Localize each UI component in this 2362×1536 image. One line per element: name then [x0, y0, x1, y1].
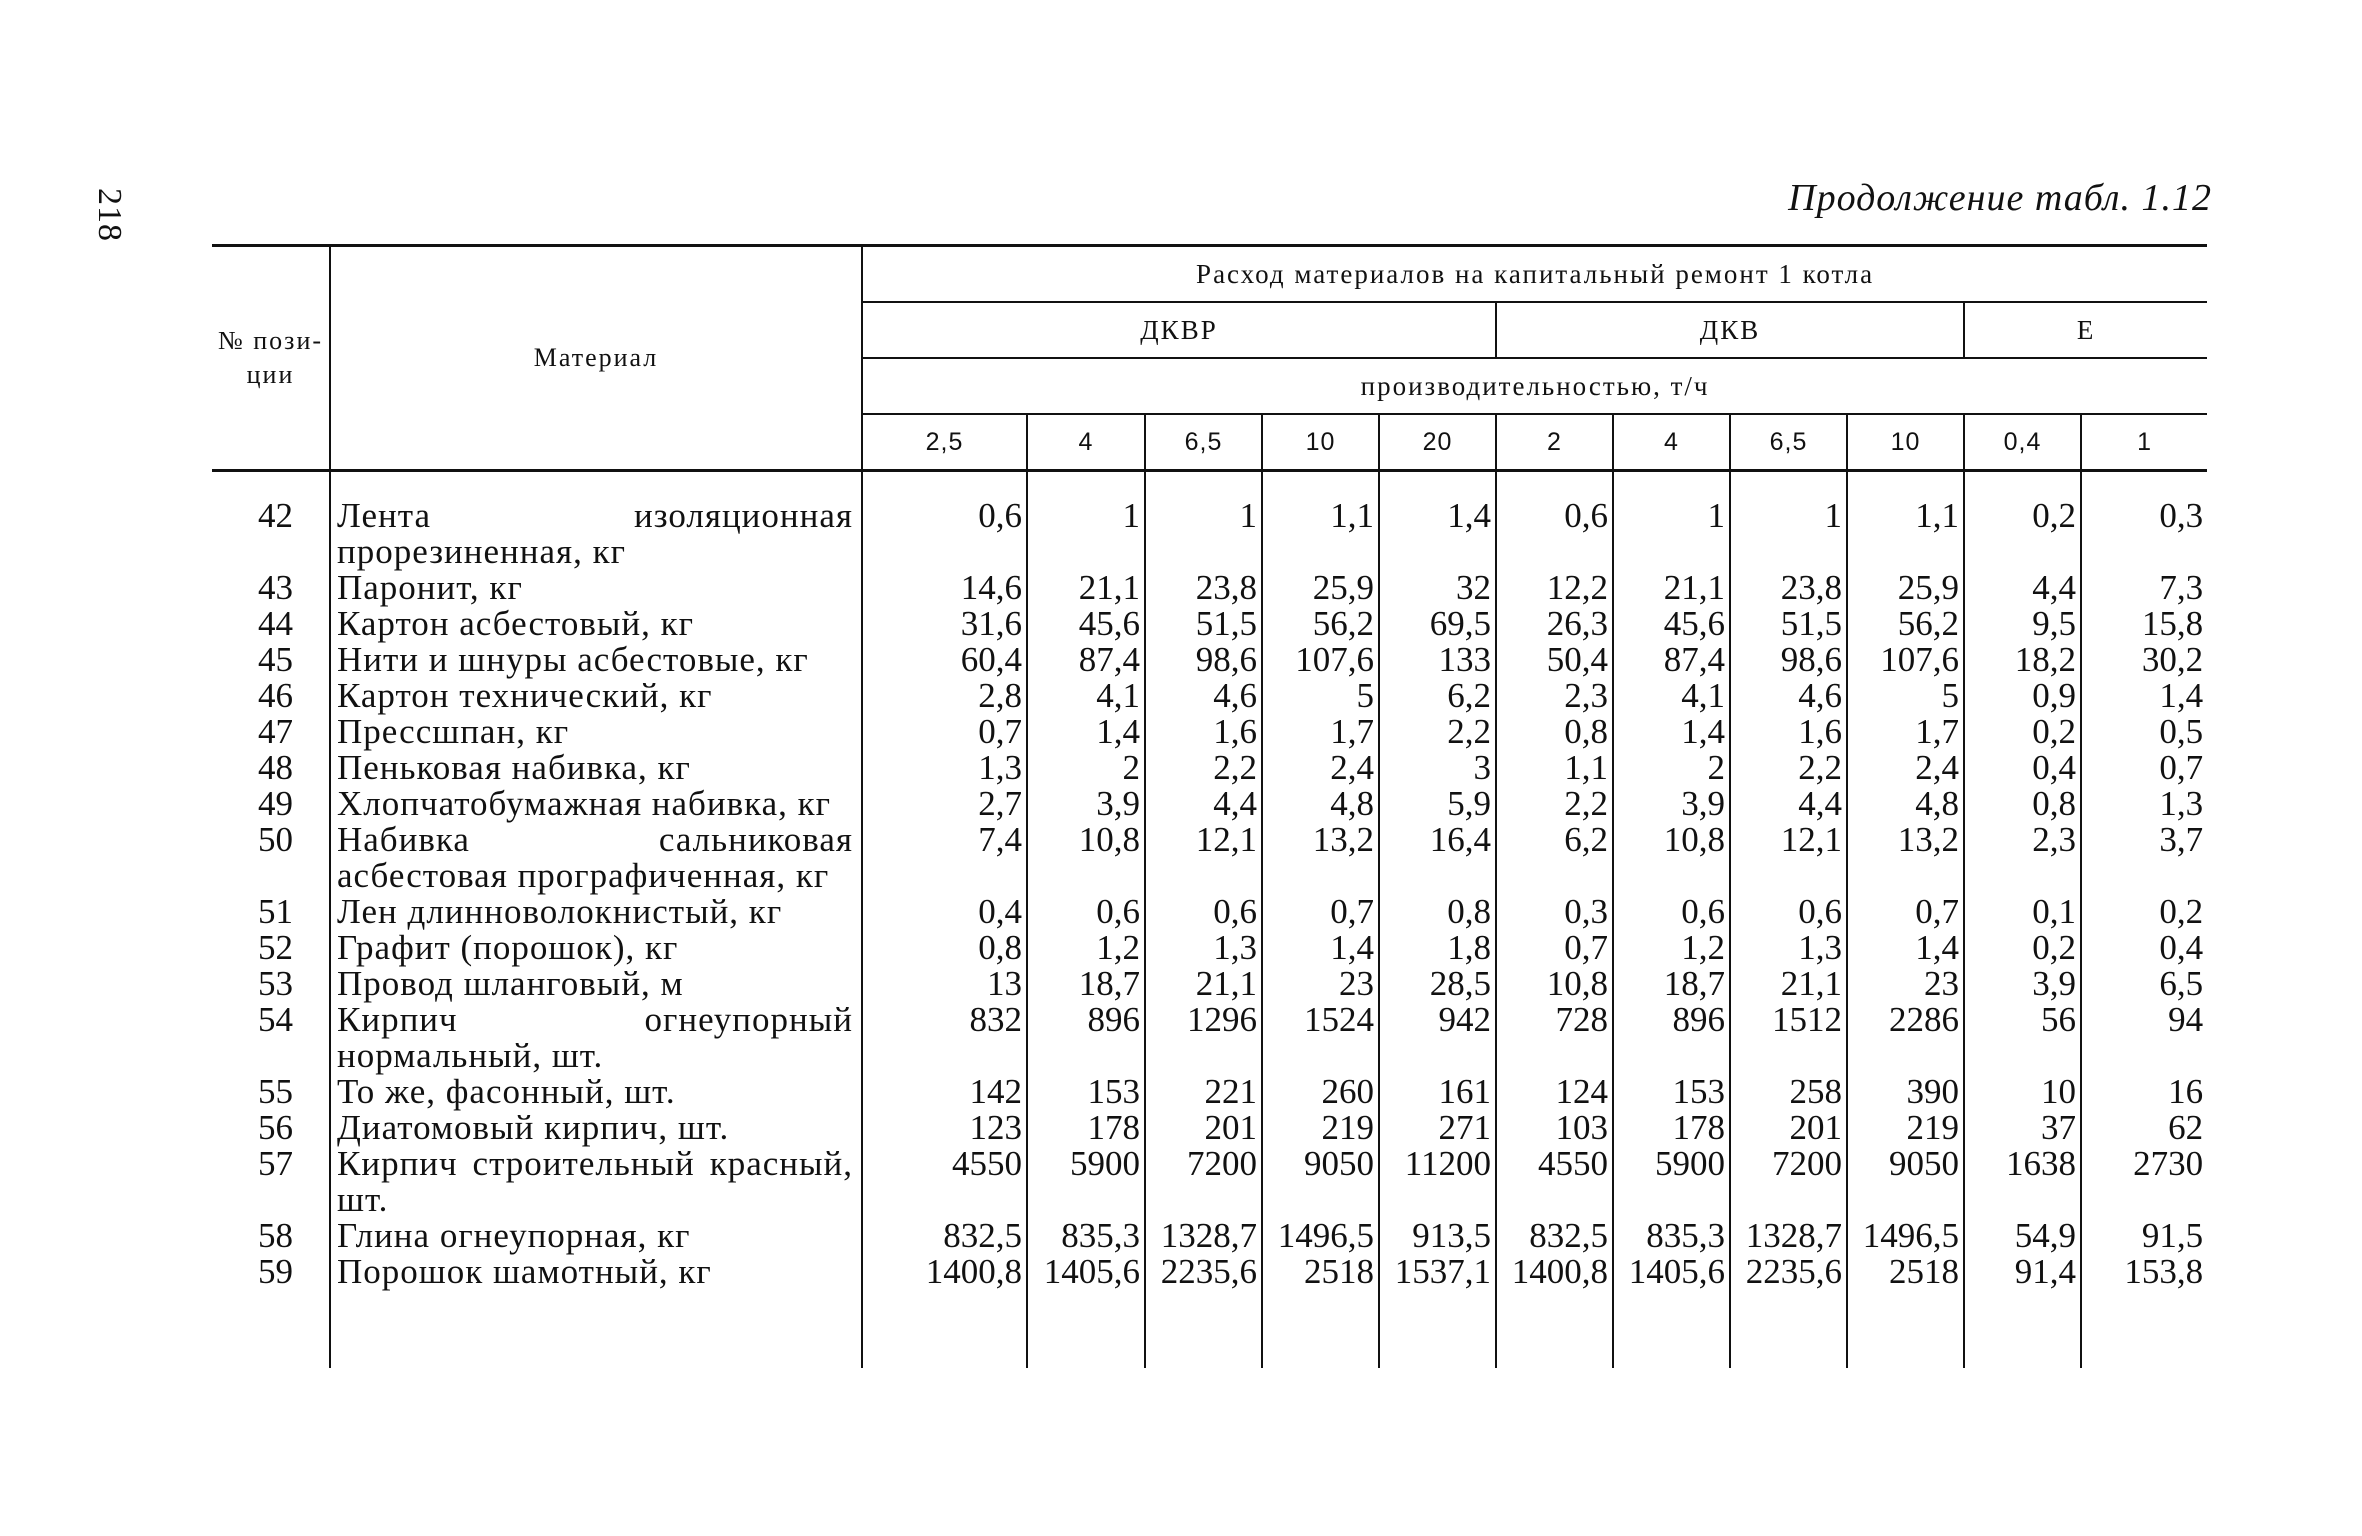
consumption-value: 0,7	[2081, 750, 2207, 786]
table-row	[212, 642, 2207, 678]
consumption-value: 1405,6	[1613, 1254, 1730, 1290]
consumption-value: 2518	[1847, 1254, 1964, 1290]
consumption-value: 2518	[1262, 1254, 1379, 1290]
consumption-value: 1,1	[1496, 750, 1613, 786]
consumption-value: 0,6	[1496, 498, 1613, 570]
consumption-value: 5,9	[1379, 786, 1496, 822]
consumption-value: 51,5	[1145, 606, 1262, 642]
consumption-value: 5	[1262, 678, 1379, 714]
consumption-value: 0,4	[862, 894, 1027, 930]
position-number: 45	[258, 640, 293, 679]
consumption-value: 0,6	[1613, 894, 1730, 930]
consumption-value: 2	[1027, 750, 1145, 786]
consumption-value: 2286	[1847, 1002, 1964, 1074]
consumption-value: 31,6	[862, 606, 1027, 642]
consumption-value: 0,8	[1379, 894, 1496, 930]
consumption-value: 21,1	[1145, 966, 1262, 1002]
table-row	[212, 678, 2207, 714]
consumption-value: 153	[1613, 1074, 1730, 1110]
consumption-value: 1512	[1730, 1002, 1847, 1074]
consumption-value: 62	[2081, 1110, 2207, 1146]
position-number: 58	[258, 1216, 293, 1255]
consumption-value: 4,1	[1613, 678, 1730, 714]
position-column-header: № пози-ции	[212, 246, 330, 471]
consumption-value: 913,5	[1379, 1218, 1496, 1254]
consumption-value: 1	[1145, 498, 1262, 570]
consumption-value: 0,2	[1964, 714, 2081, 750]
consumption-value: 201	[1145, 1110, 1262, 1146]
table-row	[212, 894, 2207, 930]
consumption-value: 6,2	[1379, 678, 1496, 714]
material-name: Набивка сальниковая асбестовая прографиченная, кг	[330, 822, 862, 894]
consumption-value: 9050	[1847, 1146, 1964, 1218]
capacity-header-7: 6,5	[1730, 414, 1847, 471]
capacity-header-0: 2,5	[862, 414, 1027, 471]
table-row	[212, 1002, 2207, 1074]
consumption-value: 0,4	[1964, 750, 2081, 786]
consumption-value: 87,4	[1613, 642, 1730, 678]
consumption-value: 56,2	[1847, 606, 1964, 642]
position-number: 52	[258, 928, 293, 967]
consumption-value: 0,3	[1496, 894, 1613, 930]
capacity-header-1: 4	[1027, 414, 1145, 471]
consumption-value: 87,4	[1027, 642, 1145, 678]
consumption-value: 1296	[1145, 1002, 1262, 1074]
consumption-value: 10,8	[1027, 822, 1145, 894]
consumption-value: 16,4	[1379, 822, 1496, 894]
position-number: 44	[258, 604, 293, 643]
consumption-value: 271	[1379, 1110, 1496, 1146]
consumption-value: 1,6	[1145, 714, 1262, 750]
consumption-value: 1,1	[1262, 498, 1379, 570]
consumption-value: 2,7	[862, 786, 1027, 822]
consumption-value: 10,8	[1613, 822, 1730, 894]
consumption-value: 91,5	[2081, 1218, 2207, 1254]
consumption-value: 12,1	[1730, 822, 1847, 894]
consumption-value: 6,2	[1496, 822, 1613, 894]
page-number: 218	[91, 188, 128, 242]
consumption-value: 2,4	[1262, 750, 1379, 786]
consumption-value: 1,7	[1262, 714, 1379, 750]
consumption-value: 23	[1847, 966, 1964, 1002]
consumption-value: 0,7	[1262, 894, 1379, 930]
materials-table-container	[212, 244, 2207, 1368]
consumption-value: 9050	[1262, 1146, 1379, 1218]
table-row	[212, 930, 2207, 966]
capacity-header-8: 10	[1847, 414, 1964, 471]
consumption-value: 832,5	[1496, 1218, 1613, 1254]
consumption-value: 0,8	[1496, 714, 1613, 750]
consumption-value: 54,9	[1964, 1218, 2081, 1254]
consumption-value: 2,3	[1496, 678, 1613, 714]
consumption-value: 0,6	[1730, 894, 1847, 930]
material-name: Лен длинноволокнистый, кг	[330, 894, 862, 930]
consumption-value: 10	[1964, 1074, 2081, 1110]
position-number: 49	[258, 784, 293, 823]
table-row	[212, 606, 2207, 642]
capacity-header-3: 10	[1262, 414, 1379, 471]
consumption-value: 11200	[1379, 1146, 1496, 1218]
material-name: Картон технический, кг	[330, 678, 862, 714]
table-row	[212, 786, 2207, 822]
consumption-value: 2,2	[1730, 750, 1847, 786]
consumption-value: 23,8	[1730, 570, 1847, 606]
consumption-title: Расход материалов на капитальный ремонт 1 котла	[862, 246, 2207, 303]
consumption-value: 1524	[1262, 1002, 1379, 1074]
consumption-value: 0,5	[2081, 714, 2207, 750]
consumption-value: 0,7	[862, 714, 1027, 750]
material-name: То же, фасонный, шт.	[330, 1074, 862, 1110]
consumption-value: 1,3	[1730, 930, 1847, 966]
consumption-value: 1,6	[1730, 714, 1847, 750]
consumption-value: 0,7	[1496, 930, 1613, 966]
consumption-value: 832	[862, 1002, 1027, 1074]
group-header-dkvr: ДКВР	[862, 302, 1496, 358]
consumption-value: 4,6	[1145, 678, 1262, 714]
consumption-value: 1405,6	[1027, 1254, 1145, 1290]
material-name: Лента изоляционная прорезиненная, кг	[330, 498, 862, 570]
consumption-value: 1	[1613, 498, 1730, 570]
consumption-value: 153,8	[2081, 1254, 2207, 1290]
table-row	[212, 822, 2207, 894]
consumption-value: 91,4	[1964, 1254, 2081, 1290]
consumption-value: 4550	[1496, 1146, 1613, 1218]
capacity-header-6: 4	[1613, 414, 1730, 471]
consumption-value: 124	[1496, 1074, 1613, 1110]
consumption-value: 7200	[1145, 1146, 1262, 1218]
consumption-value: 219	[1847, 1110, 1964, 1146]
consumption-value: 221	[1145, 1074, 1262, 1110]
group-header-dkv: ДКВ	[1496, 302, 1964, 358]
consumption-value: 2	[1613, 750, 1730, 786]
position-number: 55	[258, 1072, 293, 1111]
consumption-value: 142	[862, 1074, 1027, 1110]
material-name: Прессшпан, кг	[330, 714, 862, 750]
consumption-value: 98,6	[1145, 642, 1262, 678]
consumption-value: 1,8	[1379, 930, 1496, 966]
consumption-value: 1,4	[1847, 930, 1964, 966]
material-name: Глина огнеупорная, кг	[330, 1218, 862, 1254]
consumption-value: 23,8	[1145, 570, 1262, 606]
consumption-value: 133	[1379, 642, 1496, 678]
consumption-value: 12,1	[1145, 822, 1262, 894]
consumption-value: 2,2	[1496, 786, 1613, 822]
consumption-value: 390	[1847, 1074, 1964, 1110]
consumption-value: 9,5	[1964, 606, 2081, 642]
table-row	[212, 750, 2207, 786]
consumption-value: 1	[1730, 498, 1847, 570]
consumption-value: 1400,8	[1496, 1254, 1613, 1290]
consumption-value: 1328,7	[1730, 1218, 1847, 1254]
consumption-value: 0,9	[1964, 678, 2081, 714]
consumption-value: 2730	[2081, 1146, 2207, 1218]
consumption-value: 2,8	[862, 678, 1027, 714]
consumption-value: 0,4	[2081, 930, 2207, 966]
consumption-value: 45,6	[1027, 606, 1145, 642]
consumption-value: 7,4	[862, 822, 1027, 894]
consumption-value: 896	[1027, 1002, 1145, 1074]
capacity-header-4: 20	[1379, 414, 1496, 471]
position-number: 59	[258, 1252, 293, 1291]
consumption-value: 7,3	[2081, 570, 2207, 606]
performance-label: производительностью, т/ч	[862, 358, 2207, 414]
position-number: 43	[258, 568, 293, 607]
consumption-value: 2235,6	[1730, 1254, 1847, 1290]
materials-table	[212, 244, 2207, 1368]
material-name: Графит (порошок), кг	[330, 930, 862, 966]
table-row	[212, 1254, 2207, 1290]
consumption-value: 7200	[1730, 1146, 1847, 1218]
consumption-value: 23	[1262, 966, 1379, 1002]
consumption-value: 26,3	[1496, 606, 1613, 642]
consumption-value: 13	[862, 966, 1027, 1002]
capacity-header-10: 1	[2081, 414, 2207, 471]
position-number: 42	[258, 496, 293, 535]
consumption-value: 153	[1027, 1074, 1145, 1110]
consumption-value: 2,2	[1145, 750, 1262, 786]
consumption-value: 107,6	[1262, 642, 1379, 678]
consumption-value: 4,6	[1730, 678, 1847, 714]
position-number: 48	[258, 748, 293, 787]
consumption-value: 161	[1379, 1074, 1496, 1110]
position-number: 47	[258, 712, 293, 751]
consumption-value: 123	[862, 1110, 1027, 1146]
capacity-header-9: 0,4	[1964, 414, 2081, 471]
consumption-value: 942	[1379, 1002, 1496, 1074]
consumption-value: 1,4	[1613, 714, 1730, 750]
consumption-value: 3,9	[1027, 786, 1145, 822]
table-row	[212, 714, 2207, 750]
consumption-value: 0,7	[1847, 894, 1964, 930]
table-row	[212, 1218, 2207, 1254]
table-row	[212, 1074, 2207, 1110]
consumption-value: 178	[1613, 1110, 1730, 1146]
consumption-value: 1,4	[1379, 498, 1496, 570]
consumption-value: 0,2	[1964, 930, 2081, 966]
material-column-header: Материал	[330, 246, 862, 471]
consumption-value: 5	[1847, 678, 1964, 714]
consumption-value: 4,4	[1964, 570, 2081, 606]
consumption-value: 21,1	[1027, 570, 1145, 606]
consumption-value: 0,6	[862, 498, 1027, 570]
consumption-value: 832,5	[862, 1218, 1027, 1254]
consumption-value: 56	[1964, 1002, 2081, 1074]
consumption-value: 60,4	[862, 642, 1027, 678]
consumption-value: 15,8	[2081, 606, 2207, 642]
consumption-value: 21,1	[1730, 966, 1847, 1002]
material-name: Кирпич огнеупорный нормальный, шт.	[330, 1002, 862, 1074]
consumption-value: 28,5	[1379, 966, 1496, 1002]
consumption-value: 835,3	[1613, 1218, 1730, 1254]
consumption-value: 1,4	[1262, 930, 1379, 966]
consumption-value: 1537,1	[1379, 1254, 1496, 1290]
material-name: Пеньковая набивка, кг	[330, 750, 862, 786]
consumption-value: 56,2	[1262, 606, 1379, 642]
consumption-value: 3,9	[1964, 966, 2081, 1002]
material-name: Паронит, кг	[330, 570, 862, 606]
consumption-value: 0,6	[1027, 894, 1145, 930]
consumption-value: 1496,5	[1262, 1218, 1379, 1254]
table-row	[212, 570, 2207, 606]
consumption-value: 1638	[1964, 1146, 2081, 1218]
consumption-value: 4,8	[1262, 786, 1379, 822]
consumption-value: 18,7	[1613, 966, 1730, 1002]
position-number: 53	[258, 964, 293, 1003]
consumption-value: 4550	[862, 1146, 1027, 1218]
material-name: Диатомовый кирпич, шт.	[330, 1110, 862, 1146]
material-name: Хлопчатобумажная набивка, кг	[330, 786, 862, 822]
continuation-label: Продолжение табл. 1.12	[1788, 177, 2212, 219]
consumption-value: 1,3	[2081, 786, 2207, 822]
consumption-value: 3,7	[2081, 822, 2207, 894]
consumption-value: 1,4	[1027, 714, 1145, 750]
consumption-value: 94	[2081, 1002, 2207, 1074]
consumption-value: 107,6	[1847, 642, 1964, 678]
consumption-value: 835,3	[1027, 1218, 1145, 1254]
material-name: Провод шланговый, м	[330, 966, 862, 1002]
consumption-value: 4,8	[1847, 786, 1964, 822]
consumption-value: 1496,5	[1847, 1218, 1964, 1254]
consumption-value: 1	[1027, 498, 1145, 570]
consumption-value: 3	[1379, 750, 1496, 786]
consumption-value: 25,9	[1847, 570, 1964, 606]
consumption-value: 14,6	[862, 570, 1027, 606]
material-name: Порошок шамотный, кг	[330, 1254, 862, 1290]
consumption-value: 4,4	[1730, 786, 1847, 822]
consumption-value: 4,4	[1145, 786, 1262, 822]
consumption-value: 12,2	[1496, 570, 1613, 606]
consumption-value: 260	[1262, 1074, 1379, 1110]
consumption-value: 45,6	[1613, 606, 1730, 642]
consumption-value: 2235,6	[1145, 1254, 1262, 1290]
consumption-value: 50,4	[1496, 642, 1613, 678]
consumption-value: 1,3	[862, 750, 1027, 786]
consumption-value: 10,8	[1496, 966, 1613, 1002]
consumption-value: 13,2	[1847, 822, 1964, 894]
consumption-value: 69,5	[1379, 606, 1496, 642]
consumption-value: 0,3	[2081, 498, 2207, 570]
consumption-value: 13,2	[1262, 822, 1379, 894]
consumption-value: 5900	[1613, 1146, 1730, 1218]
consumption-value: 1328,7	[1145, 1218, 1262, 1254]
consumption-value: 1,3	[1145, 930, 1262, 966]
consumption-value: 219	[1262, 1110, 1379, 1146]
consumption-value: 1,7	[1847, 714, 1964, 750]
consumption-value: 4,1	[1027, 678, 1145, 714]
position-number: 56	[258, 1108, 293, 1147]
consumption-value: 201	[1730, 1110, 1847, 1146]
consumption-value: 6,5	[2081, 966, 2207, 1002]
consumption-value: 0,8	[1964, 786, 2081, 822]
table-body	[212, 471, 2207, 1369]
position-number: 54	[258, 1000, 293, 1039]
group-header-e: Е	[1964, 302, 2207, 358]
consumption-value: 0,1	[1964, 894, 2081, 930]
table-row	[212, 498, 2207, 570]
material-name: Картон асбестовый, кг	[330, 606, 862, 642]
consumption-value: 21,1	[1613, 570, 1730, 606]
consumption-value: 178	[1027, 1110, 1145, 1146]
consumption-value: 37	[1964, 1110, 2081, 1146]
consumption-value: 0,2	[2081, 894, 2207, 930]
position-number: 57	[258, 1144, 293, 1183]
consumption-value: 728	[1496, 1002, 1613, 1074]
position-number: 50	[258, 820, 293, 859]
consumption-value: 2,2	[1379, 714, 1496, 750]
capacity-header-2: 6,5	[1145, 414, 1262, 471]
consumption-value: 103	[1496, 1110, 1613, 1146]
material-name: Нити и шнуры асбестовые, кг	[330, 642, 862, 678]
consumption-value: 258	[1730, 1074, 1847, 1110]
position-number: 51	[258, 892, 293, 931]
consumption-value: 16	[2081, 1074, 2207, 1110]
table-row	[212, 1110, 2207, 1146]
table-row	[212, 1146, 2207, 1218]
consumption-value: 25,9	[1262, 570, 1379, 606]
consumption-value: 98,6	[1730, 642, 1847, 678]
table-header	[212, 246, 2207, 471]
consumption-value: 0,8	[862, 930, 1027, 966]
consumption-value: 1,2	[1027, 930, 1145, 966]
consumption-value: 3,9	[1613, 786, 1730, 822]
consumption-value: 51,5	[1730, 606, 1847, 642]
consumption-value: 1,4	[2081, 678, 2207, 714]
consumption-value: 2,3	[1964, 822, 2081, 894]
consumption-value: 5900	[1027, 1146, 1145, 1218]
material-name: Кирпич строительный красный, шт.	[330, 1146, 862, 1218]
table-row	[212, 966, 2207, 1002]
consumption-value: 18,2	[1964, 642, 2081, 678]
consumption-value: 32	[1379, 570, 1496, 606]
consumption-value: 1400,8	[862, 1254, 1027, 1290]
consumption-value: 0,2	[1964, 498, 2081, 570]
consumption-value: 1,1	[1847, 498, 1964, 570]
consumption-value: 896	[1613, 1002, 1730, 1074]
consumption-value: 30,2	[2081, 642, 2207, 678]
consumption-value: 18,7	[1027, 966, 1145, 1002]
position-number: 46	[258, 676, 293, 715]
consumption-value: 0,6	[1145, 894, 1262, 930]
consumption-value: 2,4	[1847, 750, 1964, 786]
consumption-value: 1,2	[1613, 930, 1730, 966]
capacity-header-5: 2	[1496, 414, 1613, 471]
